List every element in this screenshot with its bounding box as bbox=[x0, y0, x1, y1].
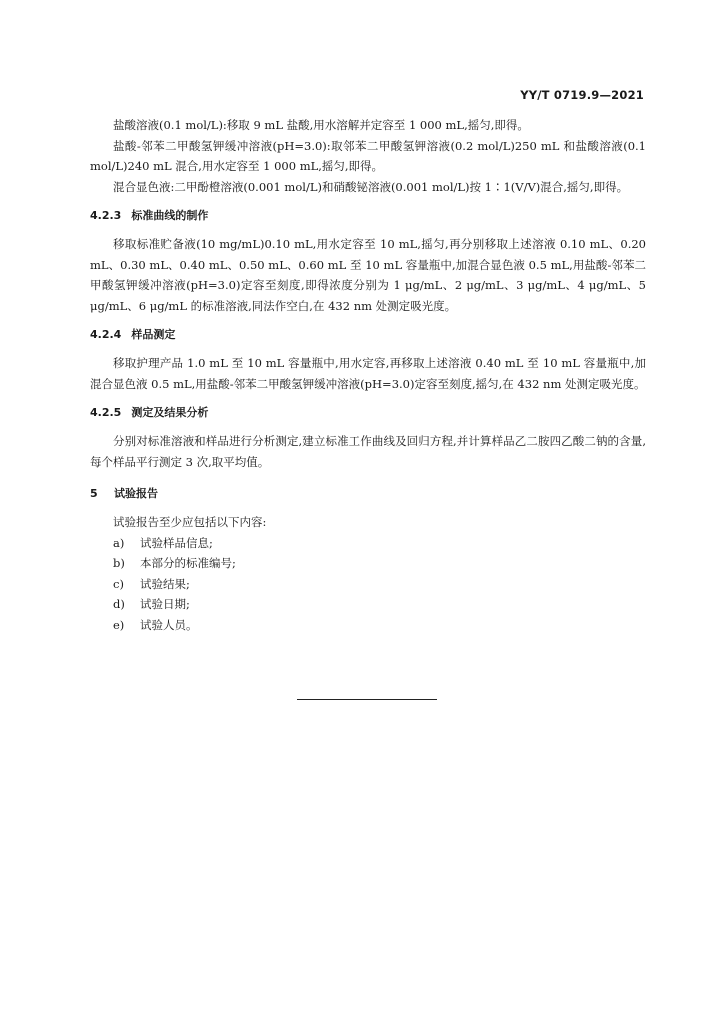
end-of-document-rule bbox=[297, 699, 437, 700]
list-item-mark: c) bbox=[113, 576, 124, 591]
heading-5 bbox=[90, 484, 646, 504]
list-item bbox=[90, 594, 646, 615]
list-item bbox=[90, 574, 646, 595]
paragraph-mixed-color-reagent: 混合显色液:二甲酚橙溶液(0.001 mol/L)和硝酸铋溶液(0.001 mol/L)按 1∶1(V/V)混合,摇匀,即得。 bbox=[113, 179, 629, 194]
list-item-mark: a) bbox=[113, 535, 125, 550]
heading-number: 4.2.3 bbox=[90, 209, 122, 222]
paragraph-sample-determination: 移取护理产品 1.0 mL 至 10 mL 容量瓶中,用水定容,再移取上述溶液 0.40 mL 至 10 mL 容量瓶中,加混合显色液 0.5 mL,用盐酸-邻苯二甲酸氢钾缓冲溶液(pH=3.0)定容至刻度,摇匀,在 432 nm 处测定吸光度。 bbox=[90, 356, 646, 391]
heading-4-2-3 bbox=[90, 206, 646, 226]
heading-4-2-4 bbox=[90, 325, 646, 345]
list-item bbox=[90, 533, 646, 554]
heading-title: 测定及结果分析 bbox=[131, 406, 209, 419]
list-item-mark: b) bbox=[113, 556, 125, 570]
paragraph-report-intro: 试验报告至少应包括以下内容: bbox=[113, 515, 267, 529]
heading-number: 4.2.5 bbox=[90, 406, 122, 419]
list-item-text: 试验人员。 bbox=[140, 617, 198, 632]
list-item bbox=[90, 615, 646, 636]
list-item-text: 试验样品信息; bbox=[140, 535, 213, 550]
heading-title: 样品测定 bbox=[131, 328, 176, 341]
list-item-mark: d) bbox=[113, 597, 125, 611]
list-item-text: 试验日期; bbox=[140, 597, 190, 611]
heading-title: 试验报告 bbox=[114, 487, 158, 500]
list-item-mark: e) bbox=[113, 617, 125, 632]
paragraph-buffer-solution: 盐酸-邻苯二甲酸氢钾缓冲溶液(pH=3.0):取邻苯二甲酸氢钾溶液(0.2 mol/L)250 mL 和盐酸溶液(0.1 mol/L)240 mL 混合,用水定容至 1 000 mL,摇匀,即得。 bbox=[90, 138, 646, 173]
list-item-text: 试验结果; bbox=[140, 576, 190, 591]
heading-number: 5 bbox=[90, 487, 98, 500]
heading-title: 标准曲线的制作 bbox=[131, 209, 209, 222]
paragraph-standard-curve: 移取标准贮备液(10 mg/mL)0.10 mL,用水定容至 10 mL,摇匀,再分别移取上述溶液 0.10 mL、0.20 mL、0.30 mL、0.40 mL、0.50 mL、0.60 mL 至 10 mL 容量瓶中,加混合显色液 0.5 mL,用盐酸-邻苯二甲酸氢钾缓冲溶液(pH=3.0)定容至刻度,即得浓度分别为 1 μg/mL、2 μg/mL、3 μg/mL、4 μg/mL、5 μg/mL、6 μg/mL 的标准溶液,同法作空白,在 432 nm 处测定吸光度。 bbox=[90, 237, 646, 313]
report-items-list bbox=[90, 533, 646, 636]
paragraph-result-analysis: 分别对标准溶液和样品进行分析测定,建立标准工作曲线及回归方程,并计算样品乙二胺四乙酸二钠的含量,每个样品平行测定 3 次,取平均值。 bbox=[90, 434, 646, 469]
document-body bbox=[90, 115, 646, 635]
heading-4-2-5 bbox=[90, 403, 646, 423]
heading-number: 4.2.4 bbox=[90, 328, 122, 341]
list-item bbox=[90, 553, 646, 574]
list-item-text: 本部分的标准编号; bbox=[140, 556, 236, 570]
standard-code: YY/T 0719.9—2021 bbox=[520, 88, 644, 102]
paragraph-hcl-solution: 盐酸溶液(0.1 mol/L):移取 9 mL 盐酸,用水溶解并定容至 1 000 mL,摇匀,即得。 bbox=[113, 118, 529, 132]
